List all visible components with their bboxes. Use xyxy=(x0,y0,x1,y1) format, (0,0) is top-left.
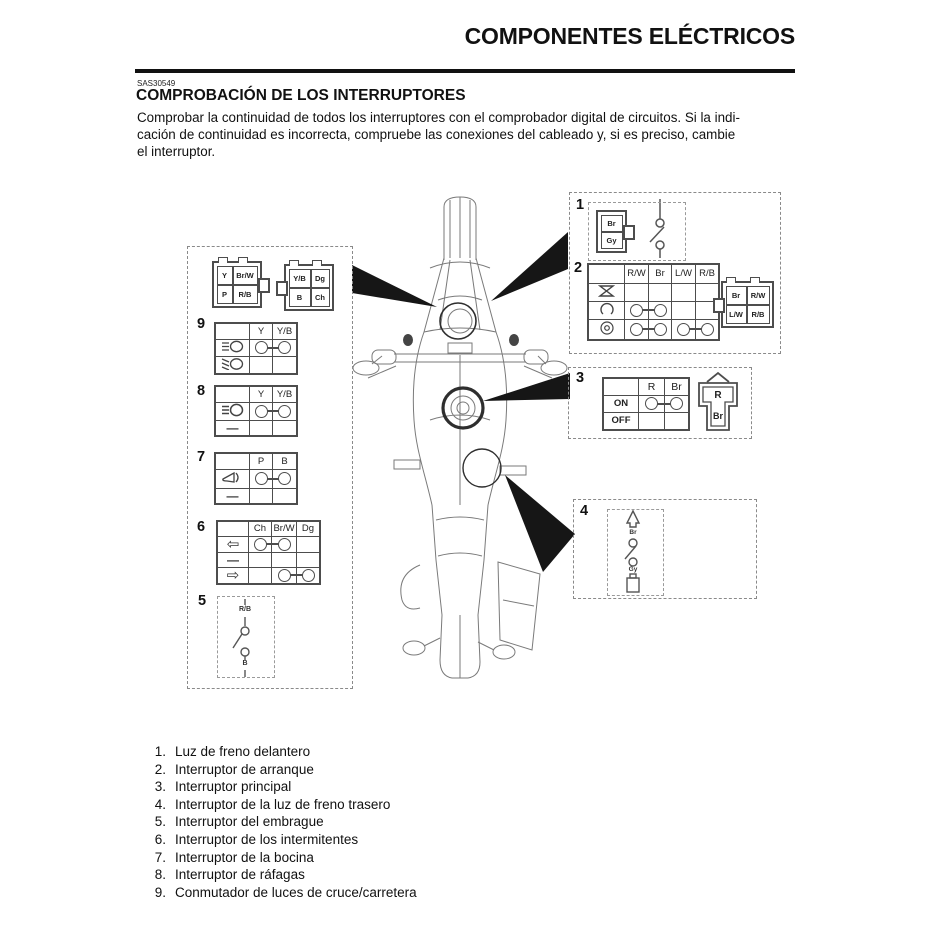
wire-header: Dg xyxy=(297,521,321,536)
wire-header: B xyxy=(273,453,298,469)
wire-header: R/B xyxy=(696,264,720,283)
switch-table-horn xyxy=(214,452,298,505)
connector-tab xyxy=(713,298,725,313)
pin-label: R/W xyxy=(747,286,770,305)
wire-header: Br xyxy=(649,264,672,283)
highlight-circles xyxy=(440,303,501,487)
section-title: COMPROBACIÓN DE LOS INTERRUPTORES xyxy=(136,87,466,104)
switch-table-starter xyxy=(587,263,720,341)
pin-label: Dg xyxy=(311,269,330,288)
connector-tab xyxy=(623,225,635,240)
callout-arrow-box-3 xyxy=(483,373,570,401)
pin-label: Ch xyxy=(311,288,330,307)
wire-label: Gy xyxy=(628,566,638,573)
body-line: el interruptor. xyxy=(137,144,216,159)
legend-item: 5. Interruptor del embrague xyxy=(154,814,324,830)
turn-right-icon: ⇨ xyxy=(226,565,240,584)
wire-label: Br xyxy=(629,529,637,536)
pin-label: P xyxy=(217,285,233,304)
legend-item: 8. Interruptor de ráfagas xyxy=(154,867,305,883)
wire-header: P xyxy=(250,453,273,469)
pin-label: Y/B xyxy=(289,269,311,288)
pin-label: Br xyxy=(712,411,724,421)
wire-header: Br/W xyxy=(272,521,297,536)
connector-notch xyxy=(312,260,322,266)
switch-table-dimmer xyxy=(214,322,298,375)
callout-arrow-box-4 xyxy=(505,475,575,572)
body-line: Comprobar la continuidad de todos los interruptores con el comprobador digital de circuitos. Si la indi- xyxy=(137,110,740,125)
callout-number-8: 8 xyxy=(197,383,206,399)
page-title: COMPONENTES ELÉCTRICOS xyxy=(464,23,795,49)
pin-label: Y xyxy=(217,266,233,285)
wire-header: Br xyxy=(665,378,690,395)
legend-item: 2. Interruptor de arranque xyxy=(154,761,314,777)
wire-header: Ch xyxy=(249,521,272,536)
switch-position-label: OFF xyxy=(603,412,639,430)
switch-table-pass xyxy=(214,385,298,437)
legend-item: 7. Interruptor de la bocina xyxy=(154,849,314,865)
switch-table-turn-signal xyxy=(216,520,321,585)
highlight-circle-ignition xyxy=(443,388,483,428)
connector-notch xyxy=(750,277,760,283)
connector-notch xyxy=(289,260,299,266)
legend-list xyxy=(148,743,417,901)
rear-brake-switch-frame xyxy=(607,509,664,596)
off-position-icon: — xyxy=(226,420,239,435)
callout-number-2: 2 xyxy=(574,260,583,276)
highlight-circle-handlebar xyxy=(440,303,476,339)
pin-label: Br xyxy=(726,286,747,305)
switch-table-main xyxy=(602,377,690,431)
connector-tab xyxy=(258,278,270,293)
pin-label: L/W xyxy=(726,305,747,324)
wire-header: Y xyxy=(250,323,273,339)
wire-header: R xyxy=(639,378,665,395)
legend-item: 4. Interruptor de la luz de freno trasero xyxy=(154,796,391,812)
wire-header: Y/B xyxy=(273,323,298,339)
callout-arrow-box-1-2 xyxy=(491,232,568,301)
high-beam-icon xyxy=(221,340,244,353)
wire-header: R/W xyxy=(625,264,649,283)
connector-tab xyxy=(276,281,288,296)
callout-number-6: 6 xyxy=(197,519,206,535)
turn-left-icon: ⇦ xyxy=(226,534,240,553)
connector-notch xyxy=(726,277,736,283)
wire-label: R/B xyxy=(238,606,252,613)
connector-notch xyxy=(238,257,248,263)
legend-item: 3. Interruptor principal xyxy=(154,779,292,795)
engine-stop-icon xyxy=(598,284,615,298)
section-code: SAS30549 xyxy=(137,79,176,88)
connector-notch xyxy=(218,257,228,263)
pin-label: Gy xyxy=(601,232,623,249)
legend-item: 9. Conmutador de luces de cruce/carretera xyxy=(154,884,417,900)
pin-label: Br xyxy=(601,215,623,232)
off-position-icon: — xyxy=(226,488,239,503)
callout-number-9: 9 xyxy=(197,316,206,332)
run-position-icon xyxy=(599,302,615,316)
wire-header: Y/B xyxy=(273,386,298,402)
pin-label: B xyxy=(289,288,311,307)
wire-header: L/W xyxy=(672,264,696,283)
pin-label: R/B xyxy=(233,285,258,304)
legend-item: 6. Interruptor de los intermitentes xyxy=(154,831,359,847)
connector-starter-4pin xyxy=(721,281,774,328)
pin-label: R/B xyxy=(747,305,770,324)
callout-number-4: 4 xyxy=(580,503,589,519)
callout-number-5: 5 xyxy=(198,593,207,609)
wire-header: Y xyxy=(250,386,273,402)
pin-label: R xyxy=(714,390,722,401)
off-position-icon: — xyxy=(227,552,239,567)
low-beam-icon xyxy=(221,357,244,370)
callout-box-4 xyxy=(573,499,757,599)
connector-handlebar-right-4pin xyxy=(284,264,334,311)
callout-number-7: 7 xyxy=(197,449,206,465)
switch-position-label: ON xyxy=(603,395,639,412)
key-connector xyxy=(692,370,744,434)
body-line: cación de continuidad es incorrecta, compruebe las conexiones del cableado y, si es preciso, cambie xyxy=(137,127,736,142)
connector-front-brake-2pin xyxy=(596,210,627,253)
callout-number-3: 3 xyxy=(576,370,585,386)
legend-item: 1. Luz de freno delantero xyxy=(154,744,311,759)
high-beam-icon xyxy=(221,403,244,417)
callout-number-1: 1 xyxy=(576,197,585,213)
connector-handlebar-left-4pin xyxy=(212,261,262,308)
pin-label: Br/W xyxy=(233,266,258,285)
wire-label: B xyxy=(242,660,248,667)
callout-arrow-left-box xyxy=(352,265,437,307)
horn-icon xyxy=(220,470,245,485)
highlight-circle-rear-brake xyxy=(463,449,501,487)
start-button-icon xyxy=(599,320,615,336)
